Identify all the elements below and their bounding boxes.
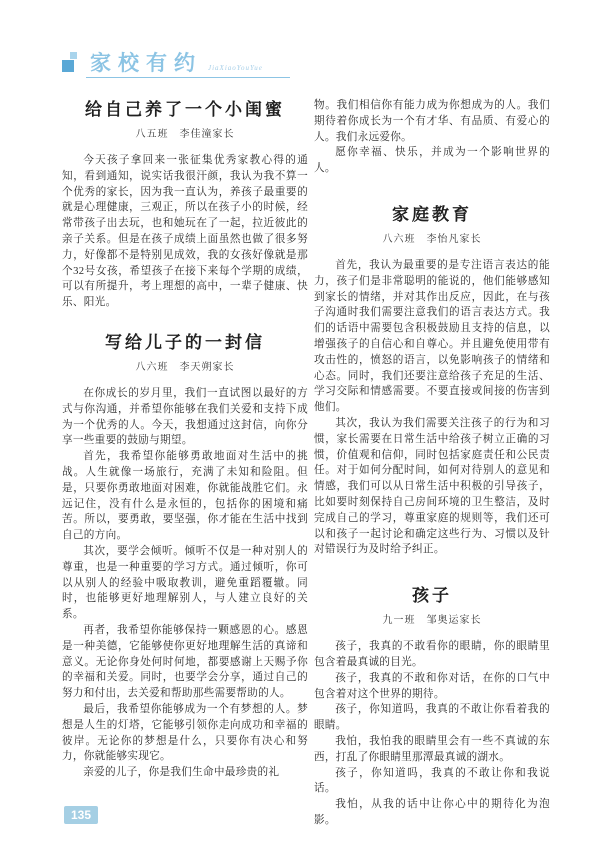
article1-author: 八五班 李佳潼家长 — [135, 129, 235, 140]
article2-paragraph: 亲爱的儿子，你是我们生命中最珍贵的礼 — [83, 767, 280, 779]
article2-paragraph: 首先，我希望你能够勇敢地面对生活中的挑战。人生就像一场旅行，充满了未知和险阻。但是，只要你勇敢地面对困难，你就能战胜它们。永远记住，没有什么是永恒的，包括你的困境和痛苦。所以，要勇敢，要坚强，你才能在生活中找到自己的方向。 — [62, 451, 308, 542]
page-number-badge: 135 — [64, 806, 98, 824]
brand-subtitle: JiaXiaoYouYue — [208, 64, 263, 72]
article4-paragraph: 孩子，我真的不敢看你的眼睛，你的眼睛里包含着最真诚的目光。 — [314, 641, 550, 668]
article1-paragraph: 今天孩子拿回来一张征集优秀家教心得的通知，看到通知，说实话我很汗颜，我认为我不算一个优秀的家长，因为我一直认为，养孩子最重要的就是心理健康，三观正，所以在孩子小的时候，经常带孩子出去玩，也和她玩在了一起，拉近彼此的亲子关系。但是在孩子成绩上面虽然也做了很多努力，好像都不是特别见成效，我的女孩好像就是那个32号女孩，希望孩子在接下来每个学期的成绩，可以有所提升，考上理想的高中，一辈子健康、快乐、阳光。 — [62, 155, 308, 309]
article2-paragraph: 其次，要学会倾听。倾听不仅是一种对别人的尊重，也是一种重要的学习方式。通过倾听，你可以从别人的经验中吸取教训，避免重蹈覆辙。同时，也能够更好地理解别人，与人建立良好的关系。 — [62, 545, 308, 621]
article2-title: 写给儿子的一封信 — [105, 332, 265, 352]
right-column — [314, 98, 550, 829]
article2-paragraph: 在你成长的岁月里，我们一直试图以最好的方式与你沟通，并希望你能够在我们关爱和支持下成为一个优秀的人。今天，我想通过这封信，向你分享一些重要的鼓励与期望。 — [62, 387, 308, 447]
article4-paragraph: 孩子，你知道吗，我真的不敢让你和我说话。 — [314, 767, 550, 795]
article3-title: 家庭教育 — [392, 204, 472, 224]
article4-paragraph: 我怕，我怕我的眼睛里会有一些不真诚的东西，打乱了你眼睛里那潭最真诚的湖水。 — [314, 735, 550, 763]
header-rule — [86, 77, 290, 78]
brand-logo-icon — [62, 52, 84, 74]
article2-paragraph: 最后，我希望你能够成为一个有梦想的人。梦想是人生的灯塔，它能够引领你走向成功和幸福的彼岸。无论你的梦想是什么，只要你有决心和努力，你就能够实现它。 — [62, 703, 308, 763]
article4-paragraph: 孩子，你知道吗，我真的不敢让你看着我的眼睛。 — [314, 704, 550, 732]
article2-continuation: 愿你幸福、快乐，并成为一个影响世界的人。 — [314, 147, 550, 175]
article1-title: 给自己养了一个小闺蜜 — [85, 100, 285, 119]
article4-paragraph: 我怕，从我的话中让你心中的期待化为泡影。 — [314, 799, 550, 826]
article2-paragraph: 再者，我希望你能够保持一颗感恩的心。感恩是一种美德，它能够使你更好地理解生活的真谛和意义。无论你身处何时何地，都要感谢上天赐予你的幸福和关爱。同时，也要学会分享，通过自己的努力和付出，去关爱和帮助那些需要帮助的人。 — [62, 624, 308, 700]
article3-paragraph: 其次，我认为我们需要关注孩子的行为和习惯，家长需要在日常生活中给孩子树立正确的习惯，价值观和信仰，同时包括家庭责任和公民责任。对于如何分配时间，如何对待别人的意见和情感，我们可以从日常生活中积极的引导孩子，比如要时刻保持自己房间环境的卫生整洁，及时完成自己的学习，尊重家庭的规则等，我们还可以和孩子一起讨论和确定这些行为、习惯以及针对错误行为及时给予纠正。 — [314, 417, 550, 556]
article4-paragraph: 孩子，我真的不敢和你对话，在你的口气中包含着对这个世界的期待。 — [314, 672, 550, 700]
left-column — [62, 98, 308, 781]
article4-author: 九一班 邹奥运家长 — [382, 615, 482, 627]
page-header — [62, 52, 302, 78]
article4-title: 孩子 — [412, 586, 452, 606]
brand-title: 家校有约 — [90, 51, 202, 75]
article3-author: 八六班 李怡凡家长 — [382, 233, 482, 245]
article2-continuation: 物。我们相信你有能力成为你想成为的人。我们期待着你成长为一个有才华、有品质、有爱心的人。我们永远爱你。 — [314, 100, 550, 143]
article3-paragraph: 首先，我认为最重要的是专注语言表达的能力，孩子们是非常聪明的能说的，他们能够感知到家长的情绪，并对其作出反应，因此，在与孩子沟通时我们需要注意我们的语言表达方式。我们的话语中需要包含积极鼓励且支持的信息，以增强孩子的自信心和自尊心。并且避免使用带有攻击性的，愤怒的语言，以免影响孩子的情绪和心态。同时，我们还要注意给孩子充足的生活、学习交际和情感需要。不要直接或间接的伤害到他们。 — [314, 259, 550, 414]
article2-author: 八六班 李天朔家长 — [135, 361, 235, 373]
